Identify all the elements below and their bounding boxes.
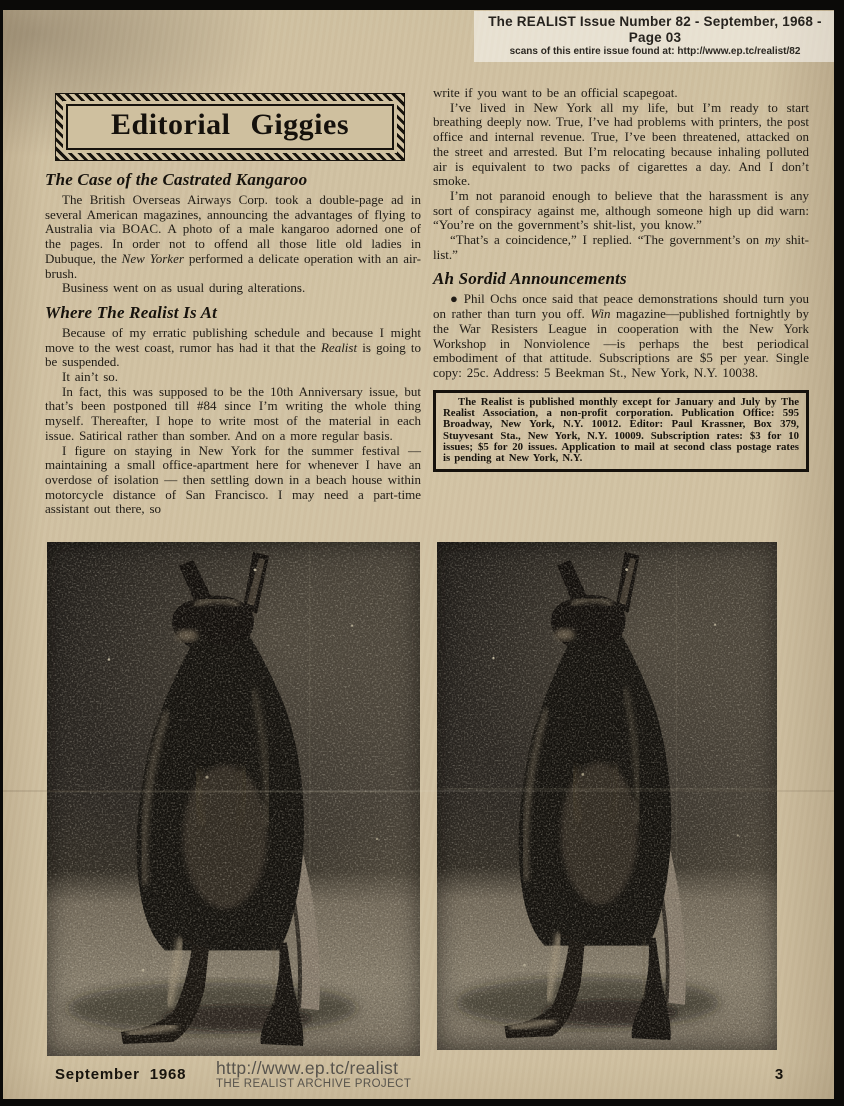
scan-header-issue-line: The REALIST Issue Number 82 - September, 1968 - Page 03 <box>488 14 822 45</box>
paragraph: I’ve lived in New York all my life, but I’m ready to start breathing deeply now. True, I’ve had problems with printers, the post office and internal revenue. True, I’ve been threatened, attacked on the street and arrested. But I’m relocating because inhaling polluted air is equivalent to two packs of cigarettes a day. And I don’t smoke. <box>433 99 809 189</box>
publisher-info-box: The Realist is published monthly except for January and July by The Realist Association, a non-profit corporation. Publication Office: 595 Broadway, New York, N.Y. 10012. Editor: Paul Krassner, Box 379, Stuyvesant Sta., New York, N.Y. 10009. Subscription rates: $3 for 10 issues; $5 for 20 issues. Application to mail at second class postage rates is pending at New York, N.Y. <box>433 390 809 473</box>
paragraph: In fact, this was supposed to be the 10th Anniversary issue, but that’s been postponed till #84 since I’m writing the whole thing myself. Thereafter, I hope to write most of the material in each issue. Satirical rather than somber. And on a more regular basis. <box>45 383 421 443</box>
scan-border-top <box>0 0 844 10</box>
paragraph: Because of my erratic publishing schedule and because I might move to the west coast, rumor has had it that the Realist is going to be suspended. <box>45 324 421 370</box>
paper-crease-line <box>0 790 844 792</box>
masthead-rope-border <box>55 93 405 161</box>
footer-issue-date: September 1968 <box>55 1066 187 1083</box>
section-heading-where-realist-is-at: Where The Realist Is At <box>45 302 218 322</box>
footer-archive-url: http://www.ep.tc/realist <box>216 1058 399 1078</box>
scan-border-right <box>834 0 844 1106</box>
footer-archive-block <box>216 1058 411 1091</box>
paragraph: The British Overseas Airways Corp. took a double-page ad in several American magazines, announcing the advantages of flying to Australia via BOAC. A photo of a male kangaroo adorned one of the pages. In order not to offend all those litle old ladies in Dubuque, the New Yorker performed a delicate operation with an air-brush. <box>45 192 421 281</box>
section-heading-castrated-kangaroo: The Case of the Castrated Kangaroo <box>45 170 308 189</box>
paragraph: write if you want to be an official scapegoat. <box>433 85 678 100</box>
kangaroo-photo-right <box>437 542 777 1050</box>
masthead-title: Editorial Giggies <box>111 108 349 141</box>
scan-border-left <box>0 0 3 1106</box>
paragraph-announcement: ● Phil Ochs once said that peace demonstrations should turn you on rather than turn you off. Win magazine—published fortnightly by the War Resisters League in cooperation with the New York Workshop in Nonviolence —is perhaps the best periodical embodiment of that attitude. Subscriptions are $5 per year. Single copy: 25c. Address: 5 Beekman St., New York, N.Y. 10038. <box>433 291 810 380</box>
article-column-right <box>433 86 809 472</box>
scan-header-label <box>474 11 836 62</box>
paragraph: Business went on as usual during alterations. <box>62 280 306 296</box>
paragraph: I’m not paranoid enough to believe that the harassment is any sort of conspiracy against me, although someone high up did warn: “You’re on the government’s shit-list, you know.” <box>433 187 809 233</box>
paragraph: “That’s a coincidence,” I replied. “The government’s on my shit-list.” <box>433 232 809 262</box>
scan-header-url-line: scans of this entire issue found at: http://www.ep.tc/realist/82 <box>509 46 801 57</box>
footer-archive-title: THE REALIST ARCHIVE PROJECT <box>216 1078 412 1090</box>
scan-border-bottom <box>0 1099 844 1106</box>
paragraph: I figure on staying in New York for the summer festival — maintaining a small office-apartment here for whenever I have an overdose of isolation — then settling down in a beach house within motorcycle distance of San Francisco. I may need a part-time assistant out there, so <box>45 442 421 517</box>
paragraph: It ain’t so. <box>62 369 119 385</box>
article-column-left <box>45 93 421 517</box>
section-heading-ah-sordid-announcements: Ah Sordid Announcements <box>433 269 627 289</box>
masthead-box <box>66 104 394 150</box>
footer-page-number: 3 <box>774 1066 784 1083</box>
kangaroo-photo-left <box>47 542 420 1056</box>
